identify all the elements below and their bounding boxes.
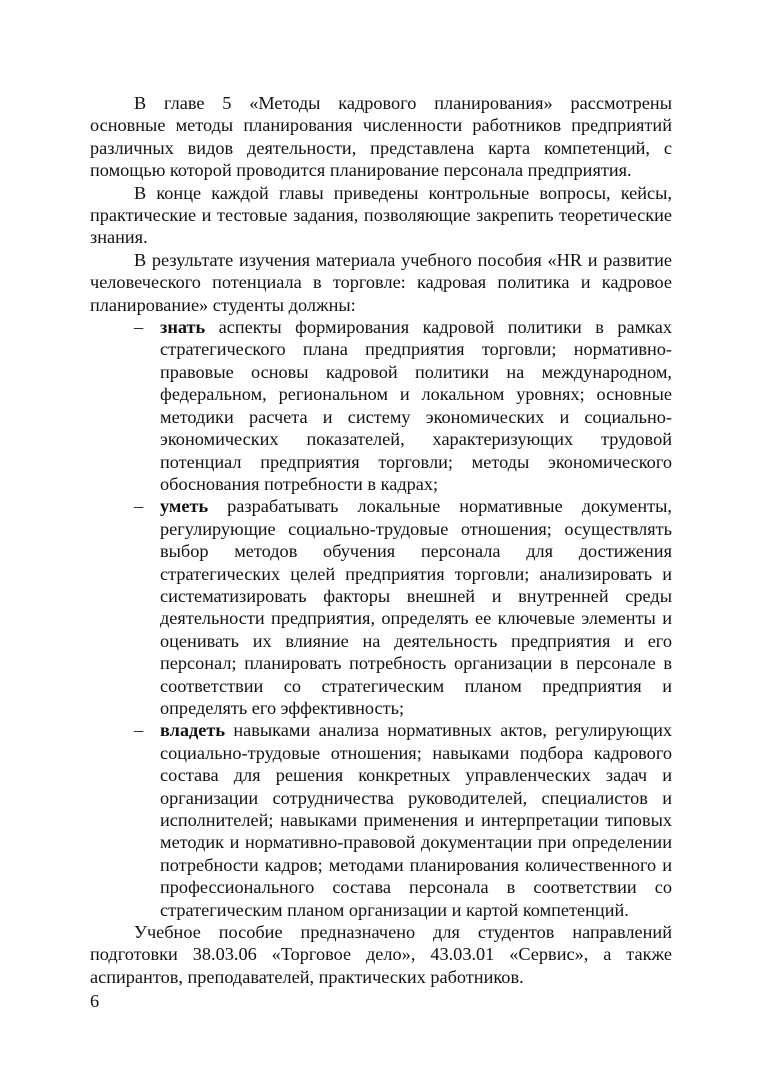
paragraph-control-questions: В конце каждой главы приведены контрольные вопросы, кейсы, практические и тестовые задания, позволяющие закрепить теоретические знания.: [90, 182, 672, 248]
page-number: 6: [90, 991, 100, 1011]
dash-bullet: –: [134, 317, 144, 338]
dash-bullet: –: [134, 496, 144, 517]
competency-list: [90, 316, 672, 921]
list-item-can: [134, 495, 672, 719]
page-body: [90, 92, 672, 988]
list-item-term: владеть: [160, 720, 226, 741]
list-item-know: [134, 316, 672, 495]
list-item-text: навыками анализа нормативных актов, регулирующих социально-трудовые отношения; навыками подбора кадрового состава для решения конкретных управленческих задач и организации сотрудничества руководителей, специалистов и исполнителей; навыками применения и интерпретации типовых методик и нормативно-правовой документации при определении потребности кадров; методами планирования количественного и профессионального состава персонала в соответствии со стратегическим планом организации и картой компетенций.: [160, 720, 672, 920]
list-item-term: знать: [160, 317, 206, 338]
paragraph-target-audience: Учебное пособие предназначено для студентов направлений подготовки 38.03.06 «Торговое дело», 43.03.01 «Сервис», а также аспирантов, преподавателей, практических работников.: [90, 922, 672, 987]
dash-bullet: –: [134, 720, 144, 741]
paragraph-learning-outcomes: В результате изучения материала учебного пособия «HR и развитие человеческого потенциала в торговле: кадровая политика и кадровое планирование» студенты должны:: [90, 249, 672, 315]
list-item-master: [134, 719, 672, 921]
paragraph-chapter-5: В главе 5 «Методы кадрового планирования» рассмотрены основные методы планирования численности работников предприятий различных видов деятельности, представлена карта компетенций, с помощью которой проводится планирование персонала предприятия.: [90, 93, 672, 181]
list-item-text: аспекты формирования кадровой политики в рамках стратегического плана предприятия торговли; нормативно-правовые основы кадровой политики на международном, федеральном, региональном и локальном уровнях; основные методики расчета и систему экономических и социально-экономических показателей, характеризующих трудовой потенциал предприятия торговли; методы экономического обоснования потребности в кадрах;: [160, 317, 672, 494]
list-item-text: разрабатывать локальные нормативные документы, регулирующие социально-трудовые отношения; осуществлять выбор методов обучения персонала для достижения стратегических целей предприятия торговли; анализировать и систематизировать факторы внешней и внутренней среды деятельности предприятия, определять ее ключевые элементы и оценивать их влияние на деятельность предприятия и его персонал; планировать потребность организации в персонале в соответствии со стратегическим планом предприятия и определять его эффективность;: [160, 496, 672, 718]
list-item-term: уметь: [160, 496, 209, 517]
